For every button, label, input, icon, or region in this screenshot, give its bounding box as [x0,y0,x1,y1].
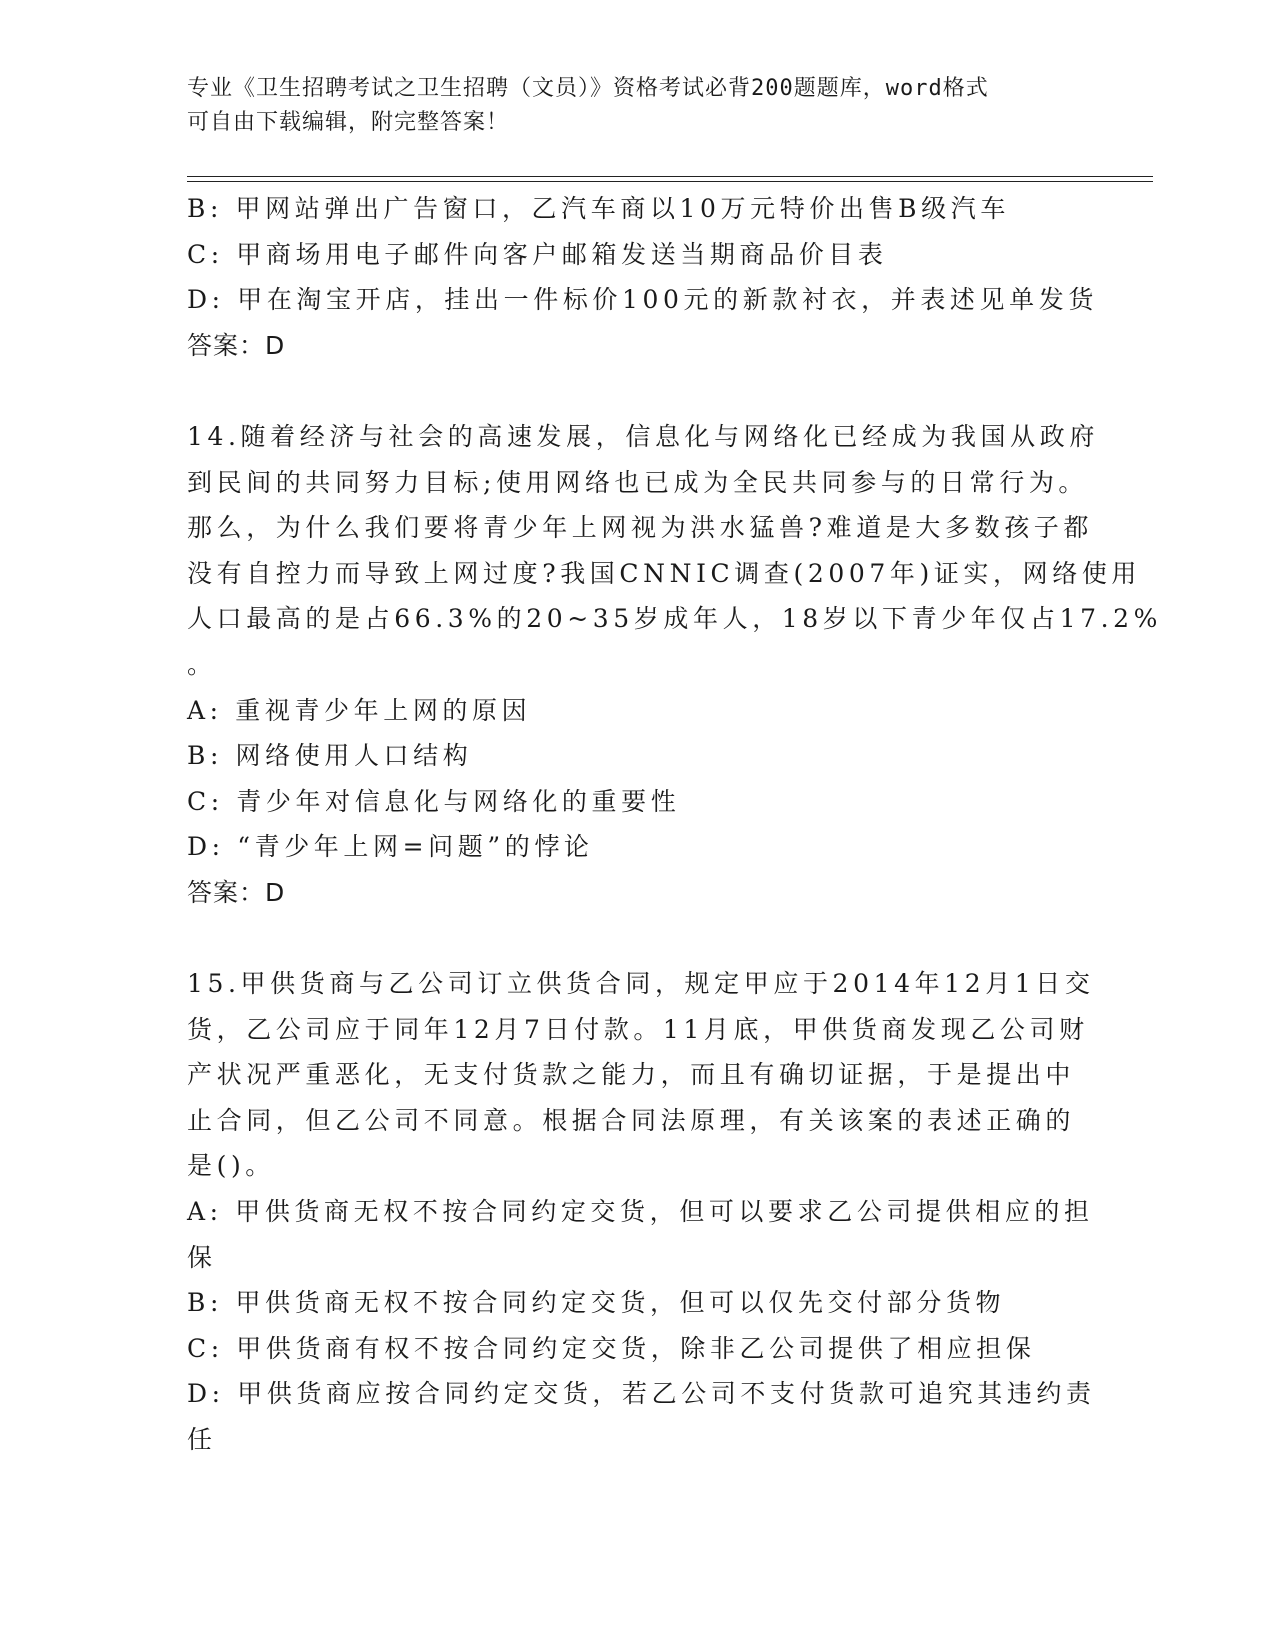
q14-stem-line: 人口最高的是占66.3%的20~35岁成年人，18岁以下青少年仅占17.2% [187,604,1163,634]
q14-stem-line: 到民间的共同努力目标;使用网络也已成为全民共同参与的日常行为。 [187,467,1089,497]
q14-option-b: B: 网络使用人口结构 [187,741,473,771]
q14-stem-line: 14.随着经济与社会的高速发展，信息化与网络化已经成为我国从政府 [187,421,1099,451]
q15-option-b: B: 甲供货商无权不按合同约定交货，但可以仅先交付部分货物 [187,1288,1006,1318]
q15-stem-line: 止合同，但乙公司不同意。根据合同法原理，有关该案的表述正确的 [187,1105,1076,1135]
q15-option-a-continued: 保 [187,1242,217,1272]
q13-answer: 答案：D [187,330,286,360]
document-body [187,186,1163,1463]
q14-answer: 答案：D [187,877,286,907]
q14-stem-line: 那么，为什么我们要将青少年上网视为洪水猛兽?难道是大多数孩子都 [187,513,1094,543]
q13-option-c: C: 甲商场用电子邮件向客户邮箱发送当期商品价目表 [187,239,888,269]
q15-stem-line: 是()。 [187,1151,275,1181]
header-divider-bottom [187,181,1153,182]
q14-option-a: A: 重视青少年上网的原因 [187,695,532,725]
question-13 [187,186,1098,368]
q15-stem-line: 产状况严重恶化，无支付货款之能力，而且有确切证据，于是提出中 [187,1060,1076,1090]
header-title-line-1: 专业《卫生招聘考试之卫生招聘（文员）》资格考试必背200题题库，word格式 [187,76,989,101]
q15-option-c: C: 甲供货商有权不按合同约定交货，除非乙公司提供了相应担保 [187,1333,1036,1363]
spacer [187,368,1087,414]
q13-option-d: D: 甲在淘宝开店，挂出一件标价100元的新款衬衣，并表述见单发货 [187,285,1098,315]
q14-stem-line: 。 [187,649,217,679]
q15-option-d: D: 甲供货商应按合同约定交货，若乙公司不支付货款可追究其违约责 [187,1379,1096,1409]
header-divider-top [187,176,1153,177]
question-14 [187,414,1163,916]
page-header [187,72,1067,140]
q15-option-d-continued: 任 [187,1425,217,1455]
q14-stem-line: 没有自控力而导致上网过度?我国CNNIC调查(2007年)证实，网络使用 [187,558,1142,588]
header-title-line-2: 可自由下载编辑，附完整答案！ [187,110,510,135]
q15-stem-line: 货，乙公司应于同年12月7日付款。11月底，甲供货商发现乙公司财 [187,1014,1089,1044]
q15-option-a: A: 甲供货商无权不按合同约定交货，但可以要求乙公司提供相应的担 [187,1197,1094,1227]
q15-stem-line: 15.甲供货商与乙公司订立供货合同，规定甲应于2014年12月1日交 [187,969,1095,999]
q14-option-c: C: 青少年对信息化与网络化的重要性 [187,786,681,816]
q14-option-d: D: “青少年上网=问题”的悖论 [187,832,594,862]
question-15 [187,961,1096,1463]
spacer [187,916,1087,962]
q13-option-b: B: 甲网站弹出广告窗口，乙汽车商以10万元特价出售B级汽车 [187,194,1010,223]
